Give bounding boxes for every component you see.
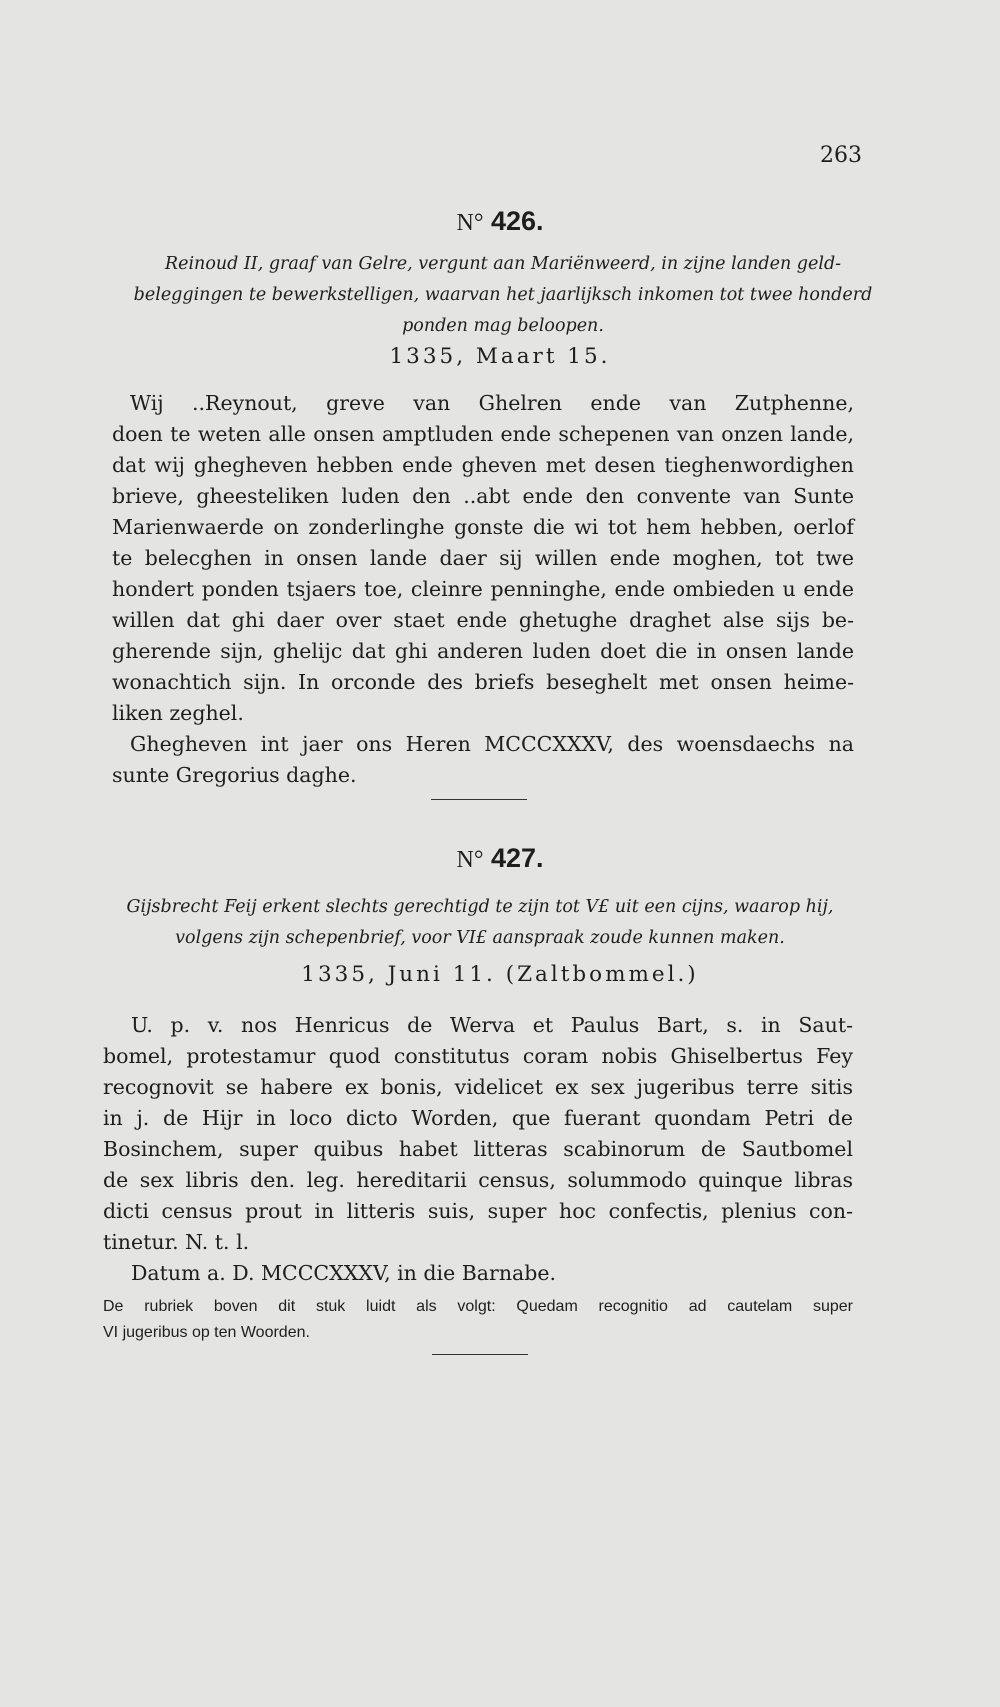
doc-427-line: de sex libris den. leg. hereditarii census, solummodo quinque libras: [103, 1168, 853, 1192]
doc-426-summary-line: ponden mag beloopen.: [402, 316, 604, 336]
doc-426-line: willen dat ghi daer over staet ende ghetughe draghet alse sijs be-: [112, 608, 854, 632]
doc-426-summary-line: beleggingen te bewerkstelligen, waarvan het jaarlijksch inkomen tot twee honderd: [133, 285, 873, 305]
doc-427-text: [103, 1010, 853, 1289]
doc-426-summary: [112, 250, 894, 343]
doc-426-line: Ghegheven int jaer ons Heren MCCCXXXV, des woensdaechs na: [130, 732, 854, 756]
doc-426-number-prefix: N°: [456, 210, 484, 236]
doc-426-heading: [0, 206, 1000, 237]
doc-426-date: 1335, Maart 15.: [389, 344, 611, 369]
doc-427-note-line: VI jugeribus op ten Woorden.: [103, 1324, 310, 1341]
doc-426-text: [112, 388, 854, 791]
doc-426-line: te belecghen in onsen lande daer sij willen ende moghen, tot twe: [112, 546, 854, 570]
doc-427-number-prefix: N°: [456, 847, 484, 873]
section-divider: [432, 1354, 528, 1355]
doc-427-line: Datum a. D. MCCCXXXV, in die Barnabe.: [131, 1261, 557, 1285]
doc-427-summary: [100, 893, 860, 955]
doc-426-line: liken zeghel.: [112, 701, 244, 725]
doc-427-line: U. p. v. nos Henricus de Werva et Paulus Bart, s. in Saut-: [131, 1013, 853, 1037]
doc-427-note: [103, 1294, 853, 1346]
doc-426-summary-line: Reinoud II, graaf van Gelre, vergunt aan Mariënweerd, in zijne landen geld-: [164, 254, 842, 274]
doc-426-number: 426.: [490, 206, 544, 236]
doc-427-line: Bosinchem, super quibus habet litteras scabinorum de Sautbomel: [103, 1137, 853, 1161]
doc-427-number: 427.: [490, 843, 544, 873]
doc-427-date: 1335, Juni 11. (Zaltbommel.): [301, 962, 699, 987]
doc-427-heading: [0, 843, 1000, 874]
doc-427-summary-line: volgens zijn schepenbrief, voor VI£ aanspraak zoude kunnen maken.: [175, 928, 785, 948]
doc-426-line: dat wij ghegheven hebben ende gheven met desen tieghenwordighen: [112, 453, 854, 477]
doc-426-line: wonachtich sijn. In orconde des briefs beseghelt met onsen heime-: [112, 670, 854, 694]
doc-427-line: bomel, protestamur quod constitutus coram nobis Ghiselbertus Fey: [103, 1044, 853, 1068]
section-divider: [431, 799, 527, 800]
doc-427-line: recognovit se habere ex bonis, videlicet ex sex jugeribus terre sitis: [103, 1075, 853, 1099]
doc-427-line: dicti census prout in litteris suis, super hoc confectis, plenius con-: [103, 1199, 853, 1223]
doc-426-line: hondert ponden tsjaers toe, cleinre penninghe, ende ombieden u ende: [112, 577, 854, 601]
doc-426-line: sunte Gregorius daghe.: [112, 763, 357, 787]
doc-427-summary-line: Gijsbrecht Feij erkent slechts gerechtigd te zijn tot V£ uit een cijns, waarop hij,: [126, 897, 834, 917]
doc-427-line: tinetur. N. t. l.: [103, 1230, 250, 1254]
doc-427-line: in j. de Hijr in loco dicto Worden, que fuerant quondam Petri de: [103, 1106, 853, 1130]
doc-426-line: gherende sijn, ghelijc dat ghi anderen luden doet die in onsen lande: [112, 639, 854, 663]
doc-427-note-line: De rubriek boven dit stuk luidt als volgt: Quedam recognitio ad cautelam super: [103, 1298, 853, 1315]
doc-426-line: Marienwaerde on zonderlinghe gonste die wi tot hem hebben, oerlof: [112, 515, 854, 539]
doc-426-line: doen te weten alle onsen amptluden ende schepenen van onzen lande,: [112, 422, 854, 446]
doc-426-line: Wij ..Reynout, greve van Ghelren ende van Zutphenne,: [130, 391, 854, 415]
doc-426-line: brieve, gheesteliken luden den ..abt ende den convente van Sunte: [112, 484, 854, 508]
page-number: 263: [820, 143, 862, 168]
